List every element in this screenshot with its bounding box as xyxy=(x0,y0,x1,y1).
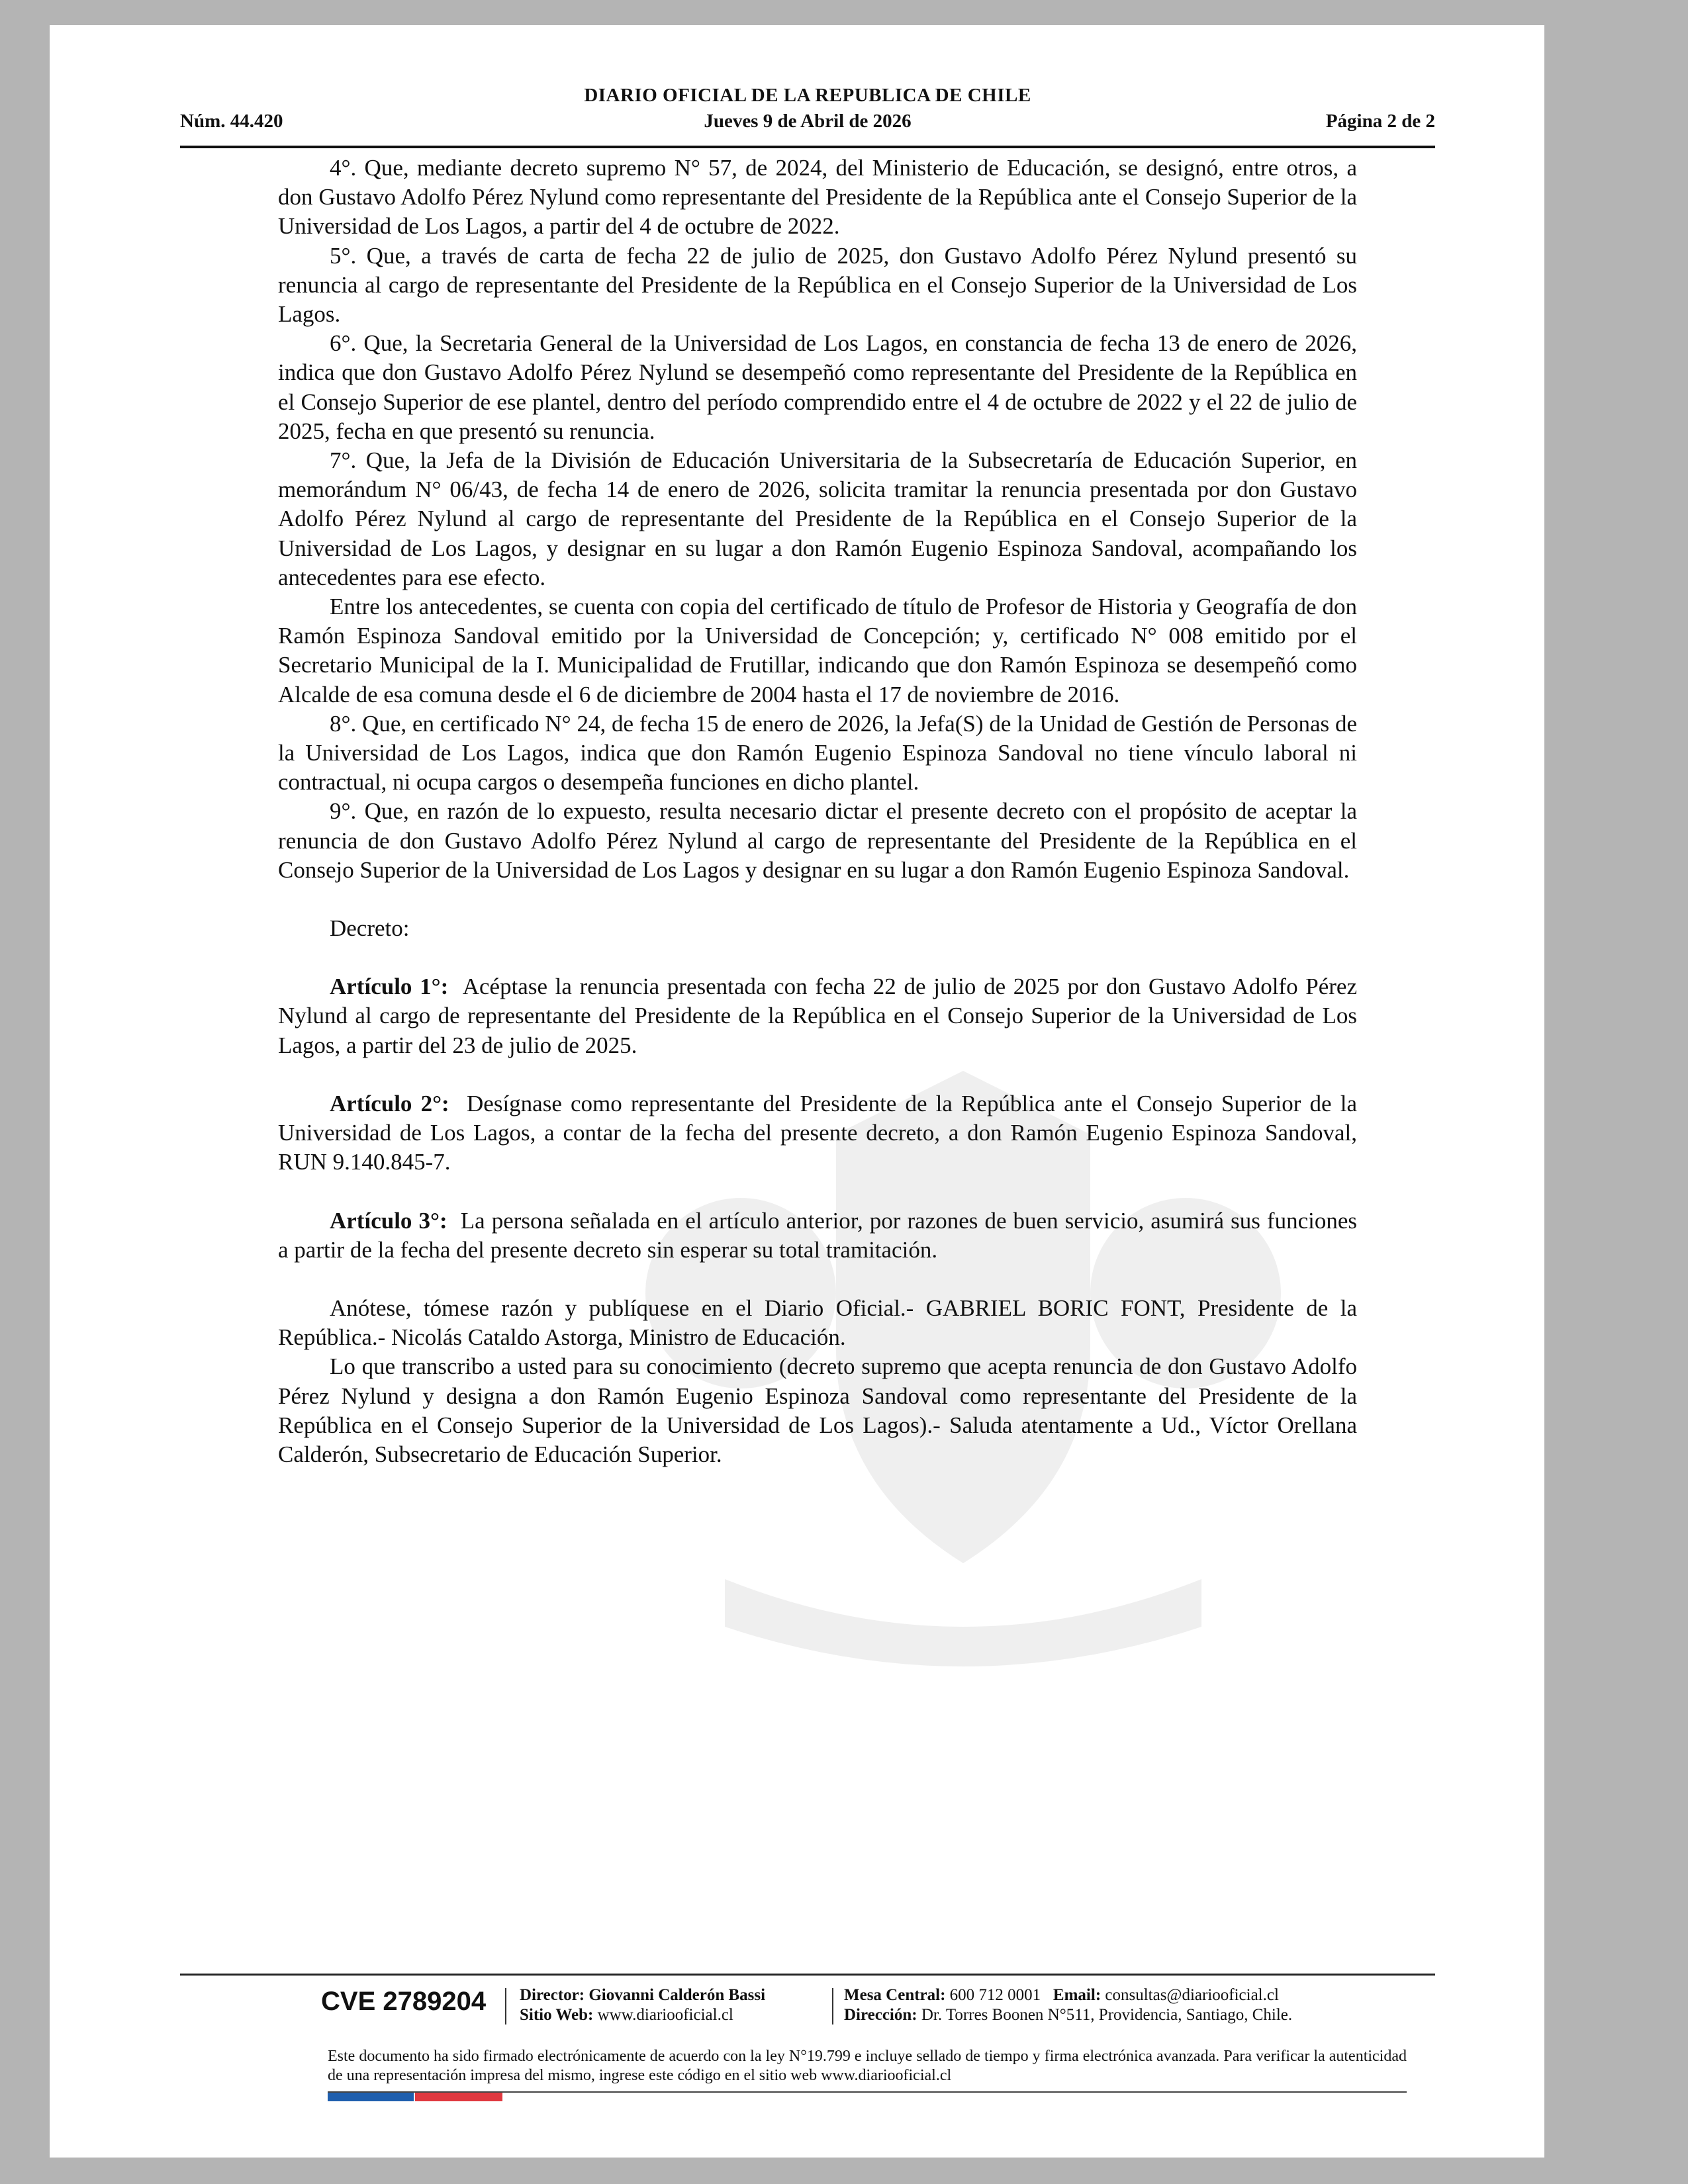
website-link[interactable]: www.diariooficial.cl xyxy=(597,2006,733,2024)
article-3-label: Artículo 3°: xyxy=(330,1207,447,1234)
paragraph-7-antecedentes: Entre los antecedentes, se cuenta con copia del certificado de título de Profesor de Historia y Geografía de don Ramón Espinoza Sandoval emitido por la Universidad de Concepción; y, certificado N° 008 emitido por el Secretario Municipal de la I. Municipalidad de Frutillar, indicando que don Ramón Espinoza se desempeñó como Alcalde de esa comuna desde el 6 de diciembre de 2004 hasta el 17 de noviembre de 2016. xyxy=(278,594,1357,707)
website-label: Sitio Web: xyxy=(520,2006,594,2024)
article-2-text: Desígnase como representante del Presidente de la República ante el Consejo Superior de la Universidad de Los Lagos, a contar de la fecha del presente decreto, a don Ramón Eugenio Espinoza Sandoval, RUN 9.140.845-7. xyxy=(278,1090,1357,1175)
article-3-text: La persona señalada en el artículo anterior, por razones de buen servicio, asumirá sus funciones a partir de la fecha del presente decreto sin esperar su total tramitación. xyxy=(278,1207,1357,1263)
flag-bar-red xyxy=(415,2093,502,2101)
paragraph-5: 5°. Que, a través de carta de fecha 22 de julio de 2025, don Gustavo Adolfo Pérez Nylund presentó su renuncia al cargo de representante del Presidente de la República en el Consejo Superior de la Universidad de Los Lagos. xyxy=(278,242,1357,328)
page-number: Página 2 de 2 xyxy=(1325,111,1435,132)
paragraph-8: 8°. Que, en certificado N° 24, de fecha 15 de enero de 2026, la Jefa(S) de la Unidad de Gestión de Personas de la Universidad de Los Lagos, indica que don Ramón Eugenio Espinoza Sandoval no tiene vínculo laboral ni contractual, ni ocupa cargos o desempeña funciones en dicho plantel. xyxy=(278,710,1357,796)
article-1 xyxy=(278,972,1357,1060)
article-1-text: Acéptase la renuncia presentada con fecha 22 de julio de 2025 por don Gustavo Adolfo Pérez Nylund al cargo de representante del Presidente de la República en el Consejo Superior de la Universidad de Los Lagos, a partir del 23 de julio de 2025. xyxy=(278,974,1357,1058)
footer-separator-1 xyxy=(505,1988,506,2025)
issue-number: Núm. 44.420 xyxy=(180,111,283,132)
decreto-heading: Decreto: xyxy=(330,915,410,942)
closing-paragraph: Anótese, tómese razón y publíquese en el Diario Oficial.- GABRIEL BORIC FONT, Presidente de la República.- Nicolás Cataldo Astorga, Ministro de Educación. xyxy=(278,1295,1357,1351)
email-label: Email: xyxy=(1053,1986,1102,2004)
address-value: Dr. Torres Boonen N°511, Providencia, Santiago, Chile. xyxy=(921,2006,1293,2024)
document-body xyxy=(278,154,1357,1469)
newspaper-title: DIARIO OFICIAL DE LA REPUBLICA DE CHILE xyxy=(584,85,1031,106)
document-page xyxy=(50,25,1544,2158)
paragraph-7: 7°. Que, la Jefa de la División de Educación Universitaria de la Subsecretaría de Educación Superior, en memorándum N° 06/43, de fecha 14 de enero de 2026, solicita tramitar la renuncia presentada por don Gustavo Adolfo Pérez Nylund al cargo de representante del Presidente de la República en el Consejo Superior de la Universidad de Los Lagos, y designar en su lugar a don Ramón Eugenio Espinoza Sandoval, acompañando los antecedentes para ese efecto. xyxy=(278,447,1357,590)
flag-bar-blue xyxy=(328,2093,414,2101)
document-header xyxy=(180,63,1435,148)
footer-contact-block xyxy=(844,1985,1292,2025)
electronic-signature-disclaimer: Este documento ha sido firmado electrónicamente de acuerdo con la ley N°19.799 e incluye sellado de tiempo y firma electrónica avanzada. Para verificar la autenticidad de una representación impresa del mismo, ingrese este código en el sitio web www.diariooficial.cl xyxy=(328,2048,1407,2084)
footer-separator-2 xyxy=(832,1988,833,2025)
address-label: Dirección: xyxy=(844,2006,917,2024)
footer-divider xyxy=(180,1974,1435,1976)
email-link[interactable]: consultas@diariooficial.cl xyxy=(1105,1986,1279,2004)
footer-director-block xyxy=(520,1985,765,2025)
mesa-central-label: Mesa Central: xyxy=(844,1986,946,2004)
paragraph-6: 6°. Que, la Secretaria General de la Universidad de Los Lagos, en constancia de fecha 13 de enero de 2026, indica que don Gustavo Adolfo Pérez Nylund se desempeñó como representante del Presidente de la República en el Consejo Superior de ese plantel, dentro del período comprendido entre el 4 de octubre de 2022 y el 22 de julio de 2025, fecha en que presentó su renuncia. xyxy=(278,330,1357,444)
cve-code: CVE 2789204 xyxy=(321,1987,487,2016)
director-name: Giovanni Calderón Bassi xyxy=(588,1986,766,2004)
article-2-label: Artículo 2°: xyxy=(330,1090,449,1116)
transcription-paragraph: Lo que transcribo a usted para su conocimiento (decreto supremo que acepta renuncia de don Gustavo Adolfo Pérez Nylund y designa a don Ramón Eugenio Espinoza Sandoval como representante del Presidente de la República en el Consejo Superior de la Universidad de Los Lagos).- Saluda atentamente a Ud., Víctor Orellana Calderón, Subsecretario de Educación Superior. xyxy=(278,1353,1357,1467)
paragraph-9: 9°. Que, en razón de lo expuesto, resulta necesario dictar el presente decreto con el propósito de aceptar la renuncia de don Gustavo Adolfo Pérez Nylund al cargo de representante del Presidente de la República en el Consejo Superior de la Universidad de Los Lagos y designar en su lugar a don Ramón Eugenio Espinoza Sandoval. xyxy=(278,798,1357,883)
article-3 xyxy=(278,1206,1357,1265)
article-1-label: Artículo 1°: xyxy=(330,974,449,1000)
article-2 xyxy=(278,1089,1357,1177)
mesa-central-phone: 600 712 0001 xyxy=(949,1986,1041,2004)
director-label: Director: xyxy=(520,1986,585,2004)
issue-date: Jueves 9 de Abril de 2026 xyxy=(704,111,912,132)
paragraph-4: 4°. Que, mediante decreto supremo N° 57, de 2024, del Ministerio de Educación, se designó, entre otros, a don Gustavo Adolfo Pérez Nylund como representante del Presidente de la República ante el Consejo Superior de la Universidad de Los Lagos, a partir del 4 de octubre de 2022. xyxy=(278,155,1357,240)
